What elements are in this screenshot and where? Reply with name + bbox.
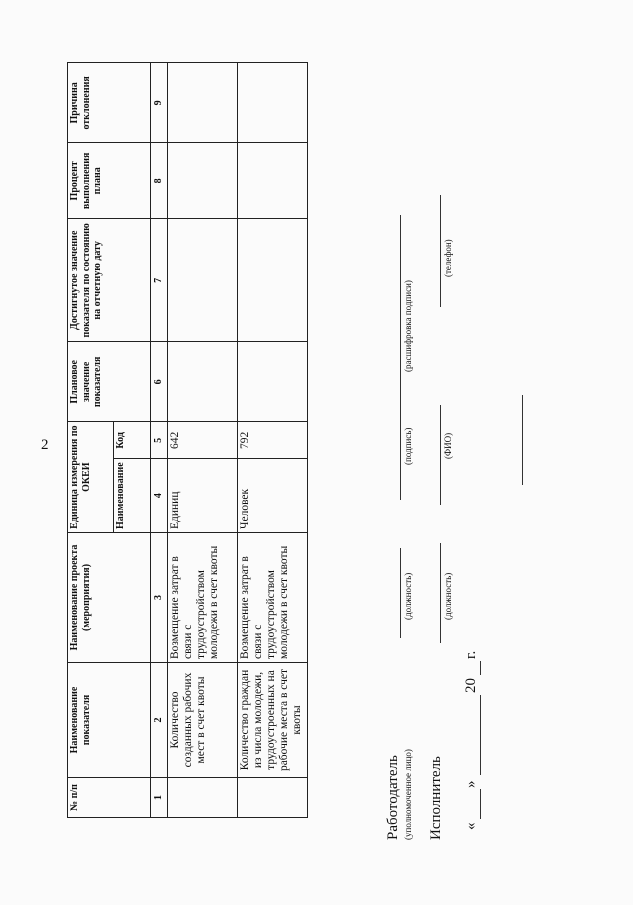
header-project: Наименование проекта (мероприятия)	[68, 533, 151, 663]
decoding-caption: (расшифровка подписи)	[403, 280, 413, 372]
position-caption: (должность)	[403, 572, 413, 620]
phone-line	[440, 195, 441, 307]
cell-percent	[167, 143, 237, 219]
cell-reason	[237, 63, 307, 143]
executor-label: Исполнитель	[428, 756, 444, 840]
header-achieved: Достигнутое значение показателя по состоянию на отчетную дату	[68, 219, 151, 342]
cell-unit-code: 792	[237, 422, 307, 459]
header-unit-name: Наименование	[114, 459, 151, 533]
date-open-quote: «	[463, 822, 479, 830]
cell-percent	[237, 143, 307, 219]
position2-line	[440, 543, 441, 643]
cell-num	[167, 778, 237, 818]
cell-unit-name: Человек	[237, 459, 307, 533]
col-number: 7	[151, 219, 168, 342]
header-percent: Процент выполнения плана	[68, 143, 151, 219]
page-number: 2	[41, 437, 49, 453]
signature-caption: (подпись)	[403, 427, 413, 465]
cell-indicator: Количество созданных рабочих мест в счет квоты	[167, 663, 237, 778]
header-unit-group: Единица измерения по ОКЕИ	[68, 422, 114, 533]
fio-line	[440, 405, 441, 505]
col-number: 5	[151, 422, 168, 459]
fio-caption: (ФИО)	[443, 432, 453, 459]
cell-reason	[167, 63, 237, 143]
cell-achieved	[167, 219, 237, 342]
header-reason: Причина отклонения	[68, 63, 151, 143]
employer-sub-label: (уполномоченное лицо)	[403, 749, 413, 840]
date-year-prefix: 20	[463, 678, 479, 693]
cell-indicator: Количество граждан из числа молодежи, трудоустроенных на рабочие места в счет квоты	[237, 663, 307, 778]
cell-achieved	[237, 219, 307, 342]
date-close-quote: »	[463, 780, 479, 788]
col-number: 2	[151, 663, 168, 778]
signature-line	[400, 405, 401, 500]
col-number: 9	[151, 63, 168, 143]
col-number: 6	[151, 342, 168, 422]
cell-planned	[237, 342, 307, 422]
employer-label: Работодатель	[385, 755, 401, 840]
cell-unit-name: Единиц	[167, 459, 237, 533]
cell-num	[237, 778, 307, 818]
col-number: 8	[151, 143, 168, 219]
col-number: 3	[151, 533, 168, 663]
date-day-line	[480, 789, 481, 819]
header-planned: Плановое значение показателя	[68, 342, 151, 422]
table-row	[237, 63, 307, 818]
date-year-line	[480, 661, 481, 675]
stray-line	[522, 395, 523, 485]
cell-planned	[167, 342, 237, 422]
header-indicator: Наименование показателя	[68, 663, 151, 778]
cell-project: Возмещение затрат в связи с трудоустройством молодежи в счет квоты	[237, 533, 307, 663]
header-num: № п/п	[68, 778, 151, 818]
header-unit-code: Код	[114, 422, 151, 459]
table-row	[167, 63, 237, 818]
phone-caption: (телефон)	[443, 239, 453, 277]
report-table	[67, 62, 308, 818]
decoding-line	[400, 215, 401, 405]
position-line	[400, 548, 401, 638]
cell-unit-code: 642	[167, 422, 237, 459]
date-month-line	[480, 695, 481, 775]
position2-caption: (должность)	[443, 572, 453, 620]
cell-project: Возмещение затрат в связи с трудоустройством молодежи в счет квоты	[167, 533, 237, 663]
col-number: 4	[151, 459, 168, 533]
date-year-suffix: г.	[463, 650, 479, 659]
col-number: 1	[151, 778, 168, 818]
